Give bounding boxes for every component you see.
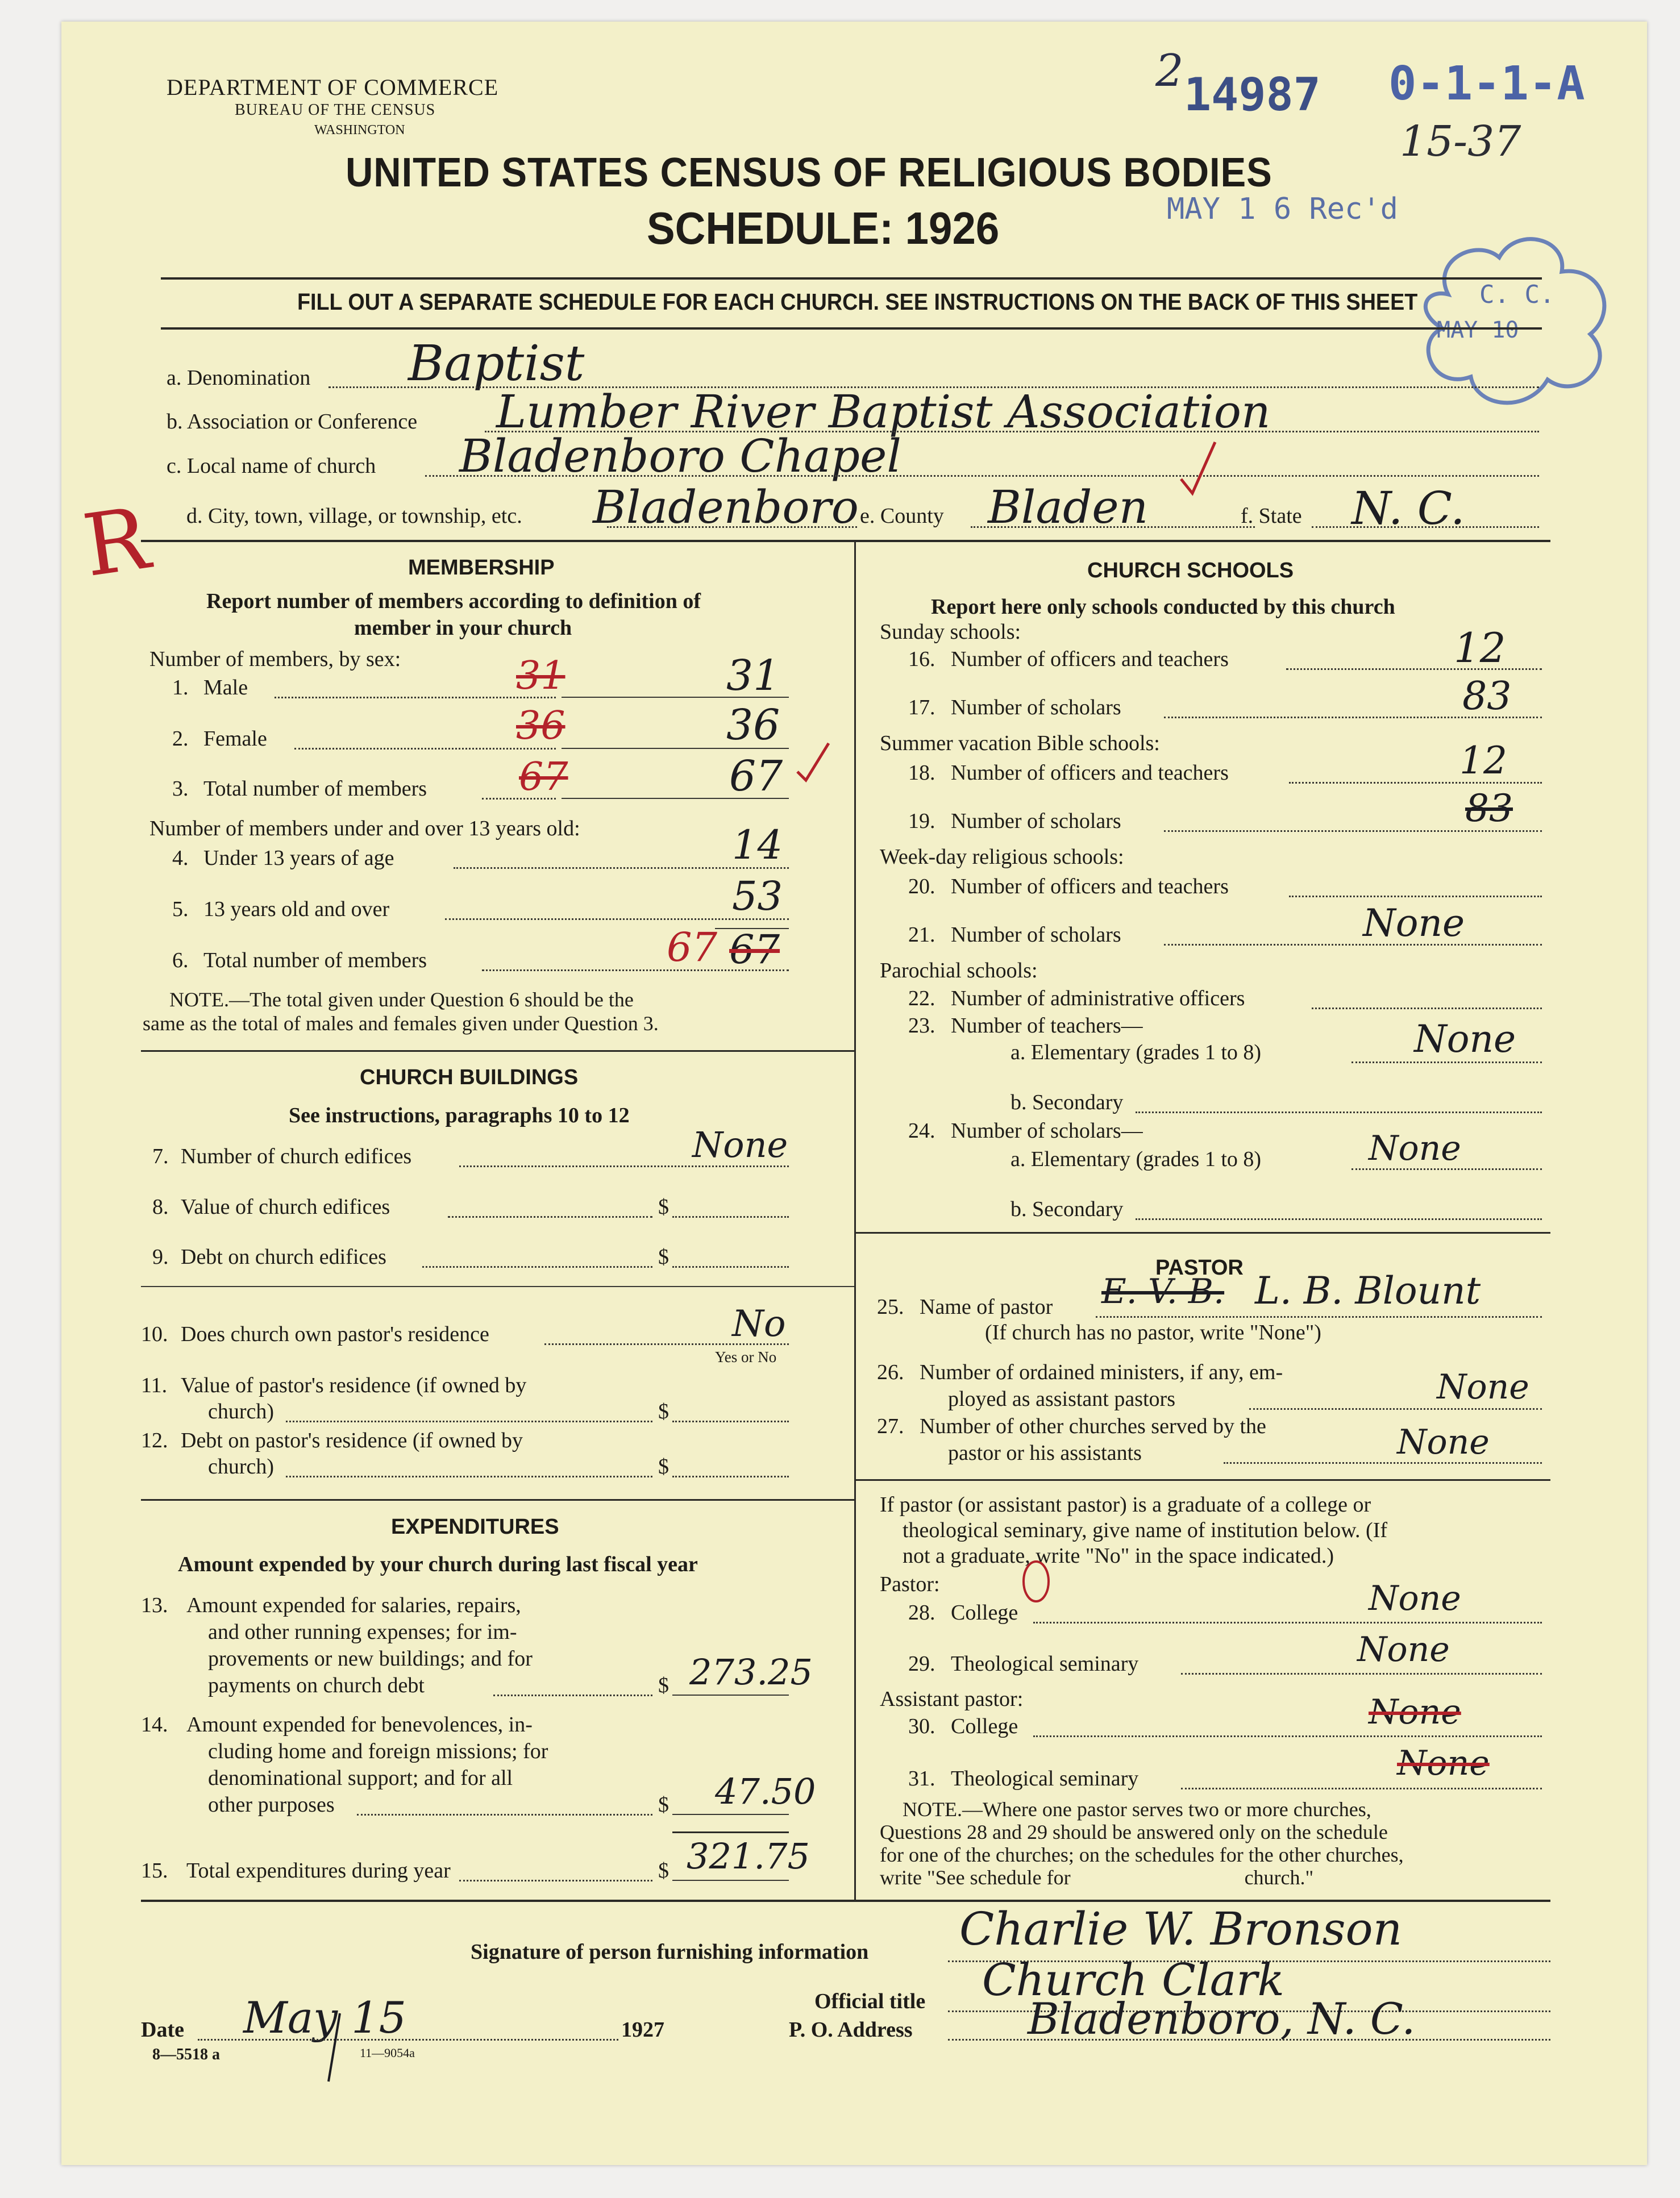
teachers-elementary-label: a. Elementary (grades 1 to 8) [1011,1040,1262,1064]
church-schools-title: CHURCH SCHOOLS [1087,559,1294,582]
edifice-debt-dollar: $ [658,1245,669,1269]
total-members-value: 67 [729,752,783,801]
membership-intro-2: member in your church [354,616,572,640]
total-members-old-value: 67 [519,755,568,800]
assistant-seminary-value: None [1397,1743,1490,1783]
other-churches-label-1: Number of other churches served by the [920,1414,1266,1438]
benevolences-value: 47.50 [715,1771,816,1812]
county-value: Bladen [988,481,1149,534]
identity-bottom-rule [141,540,1550,542]
scholars-elementary-label: a. Elementary (grades 1 to 8) [1011,1147,1262,1171]
denomination-value: Baptist [408,335,585,392]
instruction-banner: FILL OUT A SEPARATE SCHEDULE FOR EACH CHURCH. SEE INSTRUCTIONS ON THE BACK OF THIS SHEET [297,289,1418,315]
summer-schools-heading: Summer vacation Bible schools: [880,731,1160,755]
local-name-label: c. Local name of church [167,454,376,478]
assistant-college-label: College [951,1714,1018,1738]
sunday-schools-heading: Sunday schools: [880,620,1021,644]
city-line [607,526,857,528]
pastor-subheading: Pastor: [880,1572,940,1596]
cc-stamp-label: C. C. [1479,280,1555,309]
official-title-value: Church Clark [982,1955,1284,2006]
header-rule-top [161,277,1542,280]
local-name-value: Bladenboro Chapel [459,430,901,482]
county-label: e. County [860,504,944,528]
city-label: d. City, town, village, or township, etc. [186,504,522,528]
total-members-label: Total number of members [203,777,427,801]
over-13-value: 53 [732,873,783,919]
running-expenses-label-3: provements or new buildings; and for [208,1647,533,1671]
census-schedule-sheet: DEPARTMENT OF COMMERCE BUREAU OF THE CENSUS WASHINGTON UNITED STATES CENSUS OF RELIGIOUS BODIES SCHEDULE: 1926 2 14987 0-1-1-A 15-37 MAY 1 6 Rec'd C. C. MAY 10 FILL OUT A SEPARATE SCHEDULE FOR EACH CHURCH. SEE INSTRUCTIONS ON THE BACK OF THIS SHEET a. Denomination Baptist b. Association or Conference Lumber River Baptist Association c. Local name of church Bladenboro Chapel R d. City, town, village, or township, etc. Bladenboro e. County Bladen f. State N. C. MEMBERSHIP Report number of members according to definition of member in your church Number of members, by sex: 1. Male 31 31 2. Female 36 36 3. Total number of members 67 67 Number of members under and over 13 years old: 4. Under 13 years of age 14 5. 13 years old and over 53 6. Total number of members 67 67 NOTE.—The total given under Question 6 should be the same as the total of males and females given under Question 3. CHURCH BUILDINGS See instructions, paragraphs 10 to 12 7. Number of church edifices None 8. Value of church edifices $ 9. Debt on church edifices $ 10. Does church own pastor's residence No Yes or No 11. Value of pastor's residence (if owned by church) $ 12. Debt on pastor's residence (if owned by church) $ EXPENDITURES Amount expended by your church during last fiscal year 13. Amount expended for salaries, repairs, and other running expenses; for im- provements or new buildings; and for payments on church debt $ 273.25 14. Amount expended for benevolences, in- cluding home and foreign missions; for denominational support; and for all other purposes $ 47.50 15. Total expenditures during year $ 321.75 CHURCH SCHOOLS Report here only schools conducted by this church Sunday schools: 16. Number of officers and teachers 12 17. Number of scholars 83 Summer vacation Bible schools: 18. Number of officers and teachers 12 19. Number of scholars 83 Week-day religious schools: 20. Number of officers and teachers 21. Number of scholars None Parochial schools: 22. Number of administrative officers 23. Number of teachers— a. Elementary (grades 1 to 8) None b. Secondary 24. Number of scholars— a. Elementary (grades 1 to 8) None b. Secondary PASTOR 25. Name of pastor E. V. B. L. B. Blount (If church has no pastor, write "None") 26. Number of ordained ministers, if any, em- ployed as assistant pastors None 27. Number of other churches served by the pastor or his assistants None If pastor (or assistant pastor) is a graduate of a college or theological seminary, give name of institution below. (If not a graduate, write "No" in the space indicated.) Pastor: 28. College None 29. Theological seminary None Assistant pastor: 30. College None 31. Theological seminary None NOTE.—Where one pastor serves two or more churches, Questions 28 and 29 should be answered only on the schedule for one of the churches; on the schedules for the other churches, write "See schedule for church." Signature of person furnishing information Charlie W. Bronson Official title Church Clark Date May 15 1927 P. O. Address Bladenboro, N. C. 8—5518 a 11—9054a [61,22,1647,2165]
year-value: 1927 [621,2018,664,2042]
red-margin-mark: R [77,489,155,597]
graduate-instruction-2: theological seminary, give name of institution below. (If [903,1518,1388,1542]
sunday-teachers-value: 12 [1454,624,1506,672]
other-churches-label-2: pastor or his assistants [948,1441,1142,1465]
pastor-note-2: Questions 28 and 29 should be answered only on the schedule [880,1821,1388,1843]
running-expenses-value: 273.25 [689,1651,813,1693]
residence-debt-dollar: $ [658,1455,669,1479]
other-churches-value: None [1397,1422,1490,1462]
summer-teachers-label: Number of officers and teachers [951,761,1229,785]
header-rule-bottom [161,327,1542,330]
pastor-name-value: L. B. Blount [1255,1269,1481,1313]
assistant-ministers-label-1: Number of ordained ministers, if any, em- [920,1360,1283,1384]
owns-residence-label: Does church own pastor's residence [181,1322,489,1346]
edifice-debt-label: Debt on church edifices [181,1245,386,1269]
membership-title: MEMBERSHIP [408,556,555,580]
male-old-value: 31 [516,653,565,698]
code-stamp: 0-1-1-A [1388,57,1585,111]
pastor-name-struck: E. V. B. [1101,1272,1225,1312]
assistant-subheading: Assistant pastor: [880,1687,1024,1711]
benevolences-label-3: denominational support; and for all [208,1766,513,1790]
pastor-note-1: NOTE.—Where one pastor serves two or more churches, [903,1798,1371,1821]
female-label: Female [203,727,267,751]
sunday-teachers-label: Number of officers and teachers [951,647,1229,671]
edifice-value-dollar: $ [658,1195,669,1219]
male-label: Male [203,676,248,700]
weekday-schools-heading: Week-day religious schools: [880,845,1124,869]
pastor-note-4: write "See schedule for church." [880,1866,1314,1889]
total-expenditures-value: 321.75 [687,1835,810,1877]
owns-residence-value: No [732,1303,786,1345]
official-title-label: Official title [814,1989,926,2013]
red-check-mark [1175,439,1221,496]
summer-scholars-value: 83 [1465,786,1513,830]
pastor-name-note: (If church has no pastor, write "None") [985,1321,1321,1344]
church-edifices-value: None [692,1124,788,1165]
form-title: UNITED STATES CENSUS OF RELIGIOUS BODIES [346,150,1273,195]
parochial-scholars-heading: Number of scholars— [951,1119,1143,1143]
buildings-intro: See instructions, paragraphs 10 to 12 [289,1104,630,1127]
expenditures-title: EXPENDITURES [391,1515,559,1539]
parochial-schools-heading: Parochial schools: [880,959,1038,983]
department-heading: DEPARTMENT OF COMMERCE [167,74,499,100]
weekday-teachers-label: Number of officers and teachers [951,875,1229,898]
signature-value: Charlie W. Bronson [959,1903,1403,1955]
parochial-teachers-heading: Number of teachers— [951,1014,1143,1038]
pastor-college-value: None [1369,1579,1461,1618]
membership-intro-1: Report number of members according to definition of [206,589,701,613]
signature-label: Signature of person furnishing information [471,1940,869,1964]
members-by-sex: Number of members, by sex: [149,647,401,671]
handwritten-number: 2 [1155,45,1184,97]
buildings-title: CHURCH BUILDINGS [360,1065,579,1089]
summer-teachers-value: 12 [1459,739,1507,782]
church-schools-intro: Report here only schools conducted by this church [931,595,1395,619]
pastor-seminary-value: None [1357,1630,1450,1670]
state-value: N. C. [1352,482,1465,535]
summer-scholars-label: Number of scholars [951,809,1121,833]
female-value: 36 [726,701,780,750]
association-value: Lumber River Baptist Association [496,385,1271,438]
membership-note-2: same as the total of males and females given under Question 3. [143,1012,659,1035]
pastor-name-label: Name of pastor [920,1295,1053,1319]
under-13-label: Under 13 years of age [203,846,394,870]
expenditures-intro: Amount expended by your church during last fiscal year [178,1552,698,1576]
membership-note-1: NOTE.—The total given under Question 6 should be the [169,988,634,1011]
residence-value-dollar: $ [658,1400,669,1423]
assistant-college-value: None [1369,1692,1461,1732]
assistant-ministers-value: None [1437,1367,1529,1407]
sunday-scholars-label: Number of scholars [951,696,1121,719]
admin-officers-label: Number of administrative officers [951,986,1245,1010]
city-value: Bladenboro [593,481,859,534]
pastor-note-3: for one of the churches; on the schedules for the other churches, [880,1843,1404,1866]
benevolences-label-1: Amount expended for benevolences, in- [186,1713,533,1737]
handwritten-code: 15-37 [1400,117,1521,166]
weekday-scholars-label: Number of scholars [951,923,1121,947]
running-expenses-label-4: payments on church debt [208,1674,425,1697]
column-divider [854,542,856,1900]
po-address-value: Bladenboro, N. C. [1028,1993,1416,2044]
scholars-secondary-label: b. Secondary [1011,1197,1124,1221]
denomination-label: a. Denomination [167,366,311,390]
assistant-seminary-label: Theological seminary [951,1767,1139,1791]
edifice-value-label: Value of church edifices [181,1195,390,1219]
cc-stamp-date: MAY 10 [1437,317,1519,343]
total-members-6-label: Total number of members [203,948,427,972]
teachers-elementary-value: None [1414,1017,1516,1061]
local-name-line [425,475,1539,477]
graduate-instruction-3: not a graduate, write "No" in the space indicated.) [903,1544,1334,1568]
running-expenses-label-2: and other running expenses; for im- [208,1620,517,1644]
pastor-title: PASTOR [1155,1256,1244,1280]
state-label: f. State [1241,504,1302,528]
benevolences-label-2: cluding home and foreign missions; for [208,1739,548,1763]
pastor-seminary-label: Theological seminary [951,1652,1139,1676]
print-number: 11—9054a [360,2046,415,2060]
total-members-6-red: 67 [667,924,718,971]
male-value: 31 [726,651,780,700]
pastor-college-label: College [951,1601,1018,1625]
under-13-value: 14 [732,822,783,868]
assistant-ministers-label-2: ployed as assistant pastors [948,1387,1176,1411]
residence-debt-label-2: church) [208,1455,275,1479]
total-expenditures-label: Total expenditures during year [186,1859,451,1883]
graduate-instruction-1: If pastor (or assistant pastor) is a graduate of a college or [880,1493,1371,1517]
teachers-secondary-label: b. Secondary [1011,1090,1124,1114]
state-line [1312,526,1539,528]
received-stamp: MAY 1 6 Rec'd [1167,192,1398,226]
running-expenses-label-1: Amount expended for salaries, repairs, [186,1593,521,1617]
serial-number-stamp: 14987 [1184,68,1321,121]
over-13-label: 13 years old and over [203,897,390,921]
date-value: May 15 [243,1992,406,2043]
form-number: 8—5518 a [152,2046,220,2063]
residence-value-label-1: Value of pastor's residence (if owned by [181,1373,527,1397]
female-old-value: 36 [516,703,565,748]
schedule-year: SCHEDULE: 1926 [647,203,1000,253]
scholars-elementary-value: None [1369,1129,1461,1168]
church-edifices-label: Number of church edifices [181,1144,412,1168]
yes-or-no-hint: Yes or No [715,1348,777,1366]
weekday-scholars-value: None [1363,901,1465,945]
cc-date-stamp [1408,226,1624,414]
association-label: b. Association or Conference [167,410,418,434]
city-heading: WASHINGTON [314,123,405,138]
date-label: Date [141,2018,184,2042]
county-line [971,526,1255,528]
total-members-6-value: 67 [729,926,780,973]
po-address-label: P. O. Address [789,2018,913,2042]
benevolences-label-4: other purposes [208,1793,335,1817]
sunday-scholars-value: 83 [1462,674,1512,719]
residence-value-label-2: church) [208,1400,275,1423]
bureau-heading: BUREAU OF THE CENSUS [235,101,436,119]
age-intro: Number of members under and over 13 years old: [149,817,580,840]
residence-debt-label-1: Debt on pastor's residence (if owned by [181,1429,523,1452]
